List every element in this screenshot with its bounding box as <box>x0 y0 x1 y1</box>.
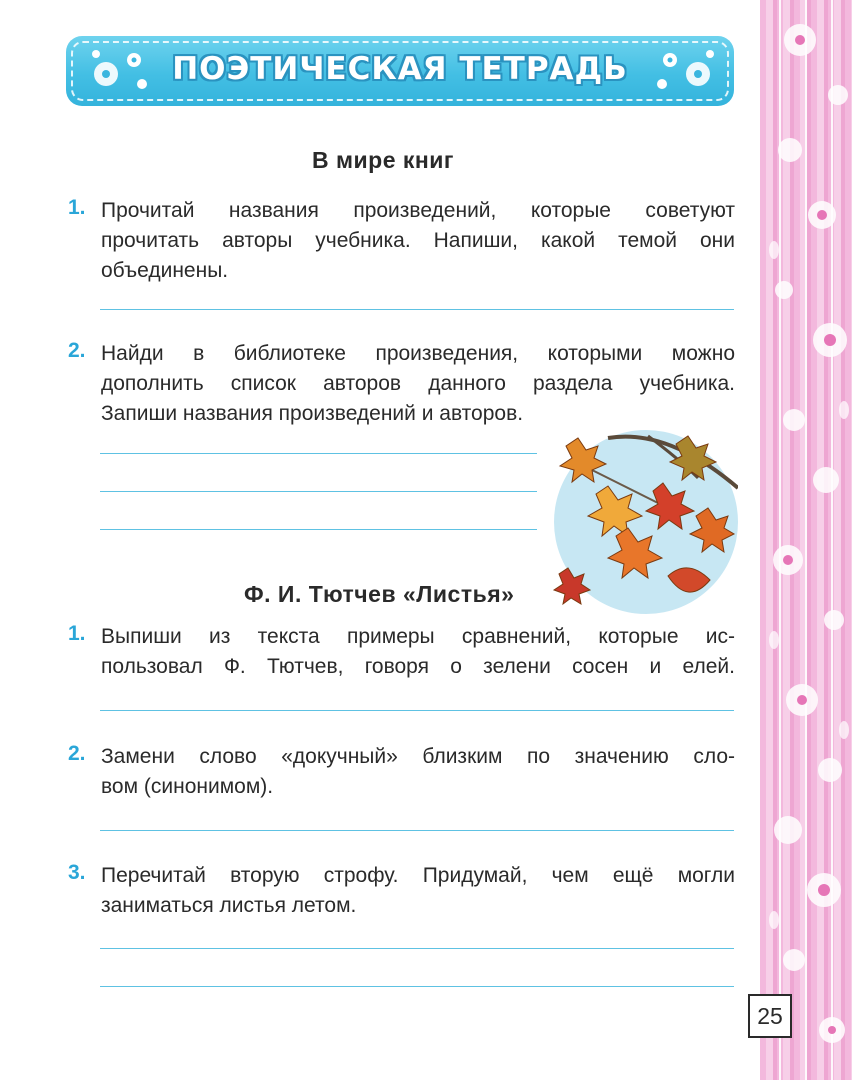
task-text-line: Найди в библиотеке произведения, которыми можно <box>101 342 735 365</box>
task-text <box>101 196 735 286</box>
task-text-line: вом (синонимом). <box>101 775 274 798</box>
task-text <box>101 861 735 921</box>
task-number: 1. <box>68 622 86 645</box>
chapter-title: ПОЭТИЧЕСКАЯ ТЕТРАДЬ <box>172 51 628 87</box>
answer-line[interactable] <box>100 830 734 831</box>
answer-line[interactable] <box>100 710 734 711</box>
chapter-banner <box>66 36 734 106</box>
task-text <box>101 339 735 429</box>
answer-line[interactable] <box>100 309 734 310</box>
flower-pattern-icon <box>760 0 852 1080</box>
task-text <box>101 742 735 802</box>
task-text-line: дополнить список авторов данного раздела учебника. <box>101 372 735 395</box>
answer-line[interactable] <box>100 986 734 987</box>
task-text-line: Замени слово «докучный» близким по значению сло- <box>101 745 735 768</box>
task-text-line: пользовал Ф. Тютчев, говоря о зелени сосен и елей. <box>101 655 735 678</box>
task-text-line: объединены. <box>101 259 229 282</box>
task-number: 2. <box>68 339 86 362</box>
task-text-line: прочитать авторы учебника. Напиши, какой темой они <box>101 229 735 252</box>
task-text-line: Перечитай вторую строфу. Придумай, чем ещё могли <box>101 864 735 887</box>
task-text <box>101 622 735 682</box>
task-text-line: Прочитай названия произведений, которые советуют <box>101 199 735 222</box>
task-text-line: Выпиши из текста примеры сравнений, которые ис- <box>101 625 735 648</box>
task-text-line: заниматься листья летом. <box>101 894 357 917</box>
answer-line[interactable] <box>100 491 537 492</box>
section-title-v-mire-knig: В мире книг <box>312 147 455 173</box>
task-number: 3. <box>68 861 86 884</box>
decorative-flower-strip <box>760 0 852 1080</box>
task-number: 1. <box>68 196 86 219</box>
autumn-leaves-icon <box>548 428 738 618</box>
task-text-line: Запиши названия произведений и авторов. <box>101 402 524 425</box>
task-number: 2. <box>68 742 86 765</box>
answer-line[interactable] <box>100 529 537 530</box>
page-number: 25 <box>748 994 792 1038</box>
answer-line[interactable] <box>100 453 537 454</box>
answer-line[interactable] <box>100 948 734 949</box>
section-title-tyutchev-listya: Ф. И. Тютчев «Листья» <box>244 581 515 607</box>
